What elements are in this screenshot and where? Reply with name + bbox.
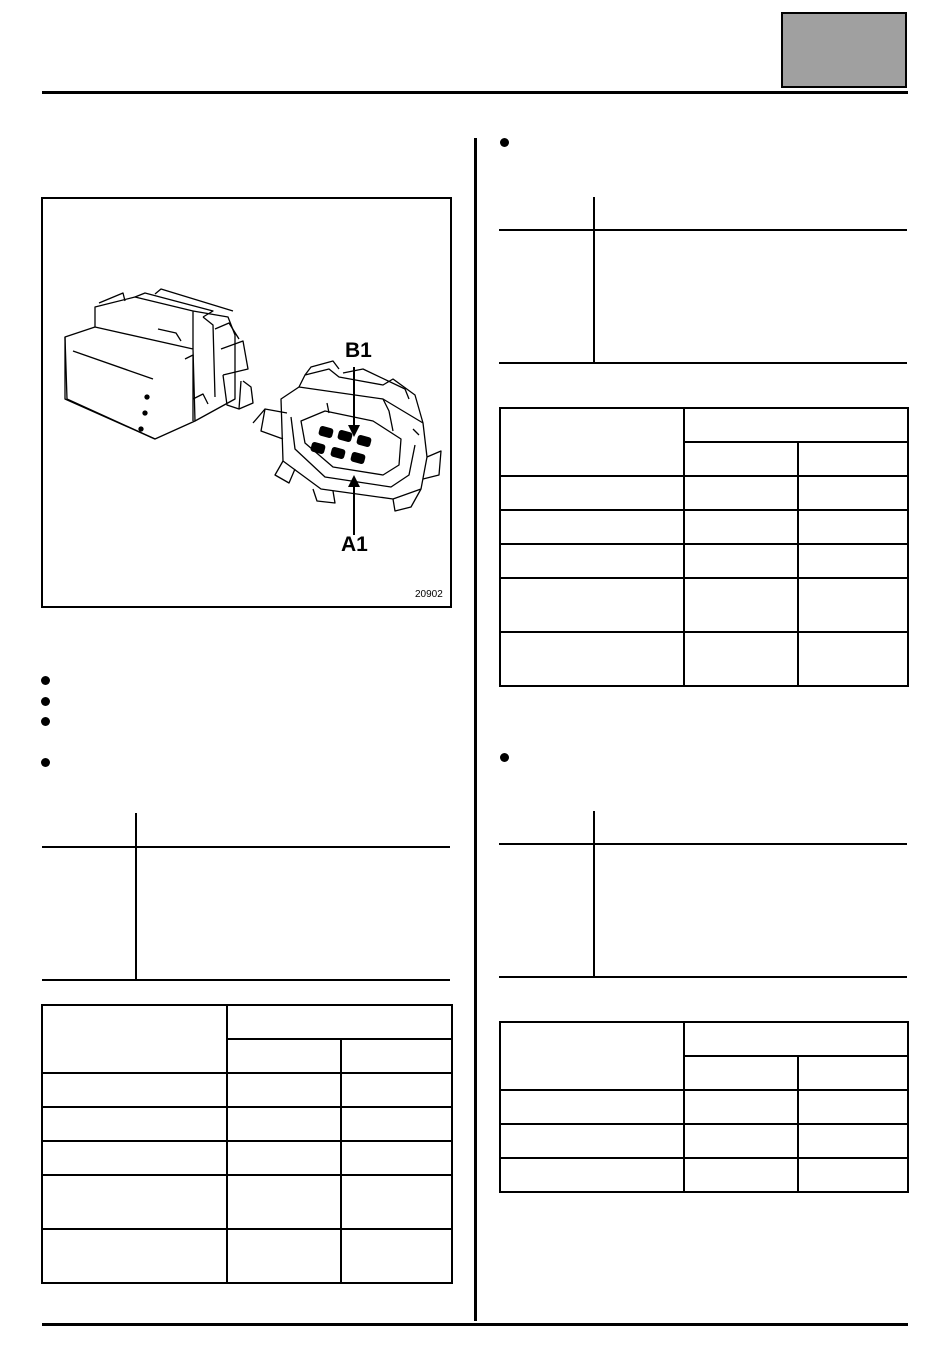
footer-rule xyxy=(42,1323,908,1326)
bullet xyxy=(500,753,509,762)
table-cell xyxy=(684,510,798,544)
table-cell xyxy=(798,578,908,632)
section-tab xyxy=(781,12,907,88)
table-cell xyxy=(684,632,798,686)
table-cell xyxy=(227,1107,341,1141)
table-cell xyxy=(42,1175,227,1229)
right-grid-table-1 xyxy=(499,407,909,687)
connector-illustration xyxy=(43,199,450,606)
table-cell xyxy=(227,1141,341,1175)
table-cell xyxy=(684,1158,798,1192)
table-cell xyxy=(798,476,908,510)
label-b1: B1 xyxy=(345,339,372,362)
table-column-rule xyxy=(135,813,137,981)
table-cell xyxy=(798,632,908,686)
table-cell xyxy=(798,1124,908,1158)
table-cell xyxy=(798,510,908,544)
table-column-rule xyxy=(593,197,595,364)
table-cell xyxy=(500,578,684,632)
table-cell xyxy=(341,1073,452,1107)
left-open-table xyxy=(42,813,450,983)
column-divider xyxy=(474,138,477,1321)
bullet xyxy=(41,676,50,685)
table-column-rule xyxy=(593,811,595,978)
table-cell xyxy=(42,1107,227,1141)
bullet xyxy=(41,717,50,726)
table-header-rule xyxy=(499,843,907,845)
table-cell xyxy=(684,1056,798,1090)
bullet xyxy=(41,697,50,706)
connector-figure xyxy=(41,197,452,608)
table-cell xyxy=(684,544,798,578)
header-rule xyxy=(42,91,908,94)
table-bottom-rule xyxy=(499,976,907,978)
table-cell xyxy=(684,1124,798,1158)
table-cell xyxy=(42,1005,227,1073)
table-cell xyxy=(500,544,684,578)
table-cell xyxy=(500,408,684,476)
table-cell xyxy=(500,510,684,544)
table-cell xyxy=(341,1141,452,1175)
figure-reference-number: 20902 xyxy=(415,589,443,600)
table-cell xyxy=(798,1056,908,1090)
table-cell xyxy=(684,578,798,632)
table-cell xyxy=(341,1039,452,1073)
table-header-rule xyxy=(42,846,450,848)
left-grid-table xyxy=(41,1004,453,1284)
table-cell xyxy=(227,1229,341,1283)
table-header-rule xyxy=(499,229,907,231)
table-cell xyxy=(500,1158,684,1192)
bullet xyxy=(41,758,50,767)
right-open-table-2 xyxy=(499,811,907,981)
table-bottom-rule xyxy=(42,979,450,981)
bullet xyxy=(500,138,509,147)
table-cell xyxy=(500,1124,684,1158)
table-cell xyxy=(341,1229,452,1283)
table-cell xyxy=(500,632,684,686)
table-cell xyxy=(42,1073,227,1107)
table-cell xyxy=(500,476,684,510)
table-cell xyxy=(684,1090,798,1124)
right-grid-table-2 xyxy=(499,1021,909,1193)
table-cell xyxy=(798,1090,908,1124)
table-cell xyxy=(798,1158,908,1192)
label-a1: A1 xyxy=(341,533,368,556)
table-cell xyxy=(684,408,908,442)
table-cell xyxy=(684,442,798,476)
right-open-table-1 xyxy=(499,197,907,367)
table-cell xyxy=(684,476,798,510)
table-cell xyxy=(227,1073,341,1107)
table-cell xyxy=(227,1175,341,1229)
table-cell xyxy=(684,1022,908,1056)
table-cell xyxy=(227,1039,341,1073)
table-cell xyxy=(341,1175,452,1229)
table-bottom-rule xyxy=(499,362,907,364)
table-cell xyxy=(42,1141,227,1175)
table-cell xyxy=(227,1005,452,1039)
table-cell xyxy=(500,1022,684,1090)
table-cell xyxy=(500,1090,684,1124)
table-cell xyxy=(798,442,908,476)
table-cell xyxy=(42,1229,227,1283)
table-cell xyxy=(341,1107,452,1141)
table-cell xyxy=(798,544,908,578)
